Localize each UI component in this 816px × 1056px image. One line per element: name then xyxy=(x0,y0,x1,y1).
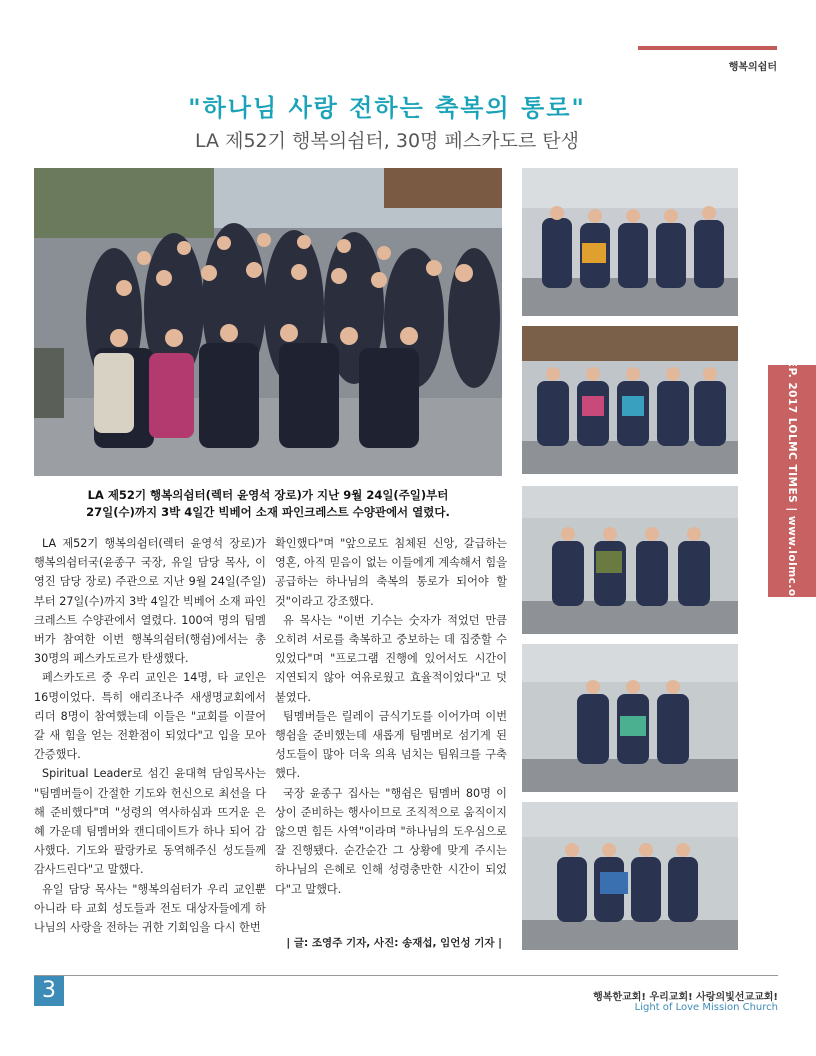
photo-credit: | 글: 조영주 기자, 사진: 송재섭, 임언성 기자 | xyxy=(286,937,502,949)
caption-line-2: 27일(수)까지 3박 4일간 빅베어 소재 파인크레스트 수양관에서 열렸다. xyxy=(86,505,450,519)
section-label: 행복의쉼터 xyxy=(728,62,777,73)
paragraph: 확인했다"며 "앞으로도 침체된 신앙, 갈급하는 영혼, 아직 믿음이 없는 이들에게 계속해서 힘을 공급하는 하나님의 축복의 통로가 되어야 할 것"이라고 강조했다. xyxy=(275,537,507,608)
side-photo-2 xyxy=(522,326,738,474)
paragraph: 유 목사는 "이번 기수는 숫자가 적었던 만큼 오히려 서로를 축복하고 중보하는 데 집중할 수 있었다"며 "프로그램 진행에 있어서도 시간이 지연되지 않아 여유로웠고 효율적이었다"고 덧붙였다. xyxy=(275,613,507,704)
body-column-2 xyxy=(275,534,507,899)
caption-line-1: LA 제52기 행복의쉼터(렉터 윤영석 장로)가 지난 9월 24일(주일)부터 xyxy=(87,488,449,502)
paragraph: 팀멤버들은 릴레이 금식기도를 이어가며 이번 행쉼을 준비했는데 새롭게 팀멤버로 섬기게 된 성도들이 많아 더욱 의욕 넘치는 팀워크를 구축했다. xyxy=(275,709,507,781)
photo-caption xyxy=(34,487,502,521)
paragraph: 국장 윤종구 집사는 "행쉼은 팀멤버 80명 이상이 준비하는 행사이므로 조직적으로 움직이지 않으면 힘든 사역"이라며 "하나님의 도우심으로 잘 진행됐다. 순간순간 그 상황에 맞게 주시는 하나님의 은혜로 인해 성령충만한 시간이 되었다"고 말했다. xyxy=(275,786,507,896)
main-group-photo xyxy=(34,168,502,476)
side-photo-1 xyxy=(522,168,738,316)
footer-church-name: Light of Love Mission Church xyxy=(634,1002,778,1013)
body-column-1 xyxy=(34,534,266,937)
side-photo-5 xyxy=(522,802,738,950)
paragraph: Spiritual Leader로 섬긴 윤대혁 담임목사는 "팀멤버들이 간절한 기도와 헌신으로 최선을 다해 준비했다"며 "성령의 역사하심과 뜨거운 은혜 가운데 팀멤버와 캔디데이트가 하나 되어 감사했다. 기도와 팔랑카로 동역해주신 성도들께 감사드린다"고 말했다. xyxy=(34,767,266,877)
paragraph: LA 제52기 행복의쉼터(렉터 윤영석 장로)가 행복의쉼터국(윤종구 국장, 유일 담당 목사, 이영진 담당 장로) 주관으로 지난 9월 24일(주일)부터 27일(수)까지 3박 4일간 빅베어 소재 파인크레스트 수양관에서 열렸다. 100여 명의 팀멤버가 참여한 이번 행복의쉼터(행쉼)에서는 총 30명의 페스카도르가 탄생했다. xyxy=(34,537,266,666)
side-photo-3 xyxy=(522,486,738,634)
side-tab xyxy=(768,351,816,611)
footer-slogan: 행복한교회! 우리교회! 사랑의빛선교교회! xyxy=(593,992,778,1003)
article-subtitle: LA 제52기 행복의쉼터, 30명 페스카도르 탄생 xyxy=(195,130,579,152)
page-number: 3 xyxy=(34,976,64,1006)
side-tab-text: SEP. 2017 LOLMC TIMES | www.lolmc.org xyxy=(786,351,798,611)
header-rule xyxy=(638,46,777,50)
article-title: "하나님 사랑 전하는 축복의 통로" xyxy=(188,94,586,122)
side-photo-4 xyxy=(522,644,738,792)
footer-rule xyxy=(34,975,778,976)
paragraph: 유일 담당 목사는 "행복의쉼터가 우리 교인뿐 아니라 타 교회 성도들과 전도 대상자들에게 하나님의 사랑을 전하는 귀한 기회임을 다시 한번 xyxy=(34,882,266,935)
paragraph: 페스카도르 중 우리 교인은 14명, 타 교인은 16명이었다. 특히 애리조나주 새생명교회에서 리더 8명이 참여했는데 이들은 "교회를 이끌어 갈 새 힘을 얻는 전환점이 되었다"고 입을 모아 간증했다. xyxy=(34,671,266,762)
